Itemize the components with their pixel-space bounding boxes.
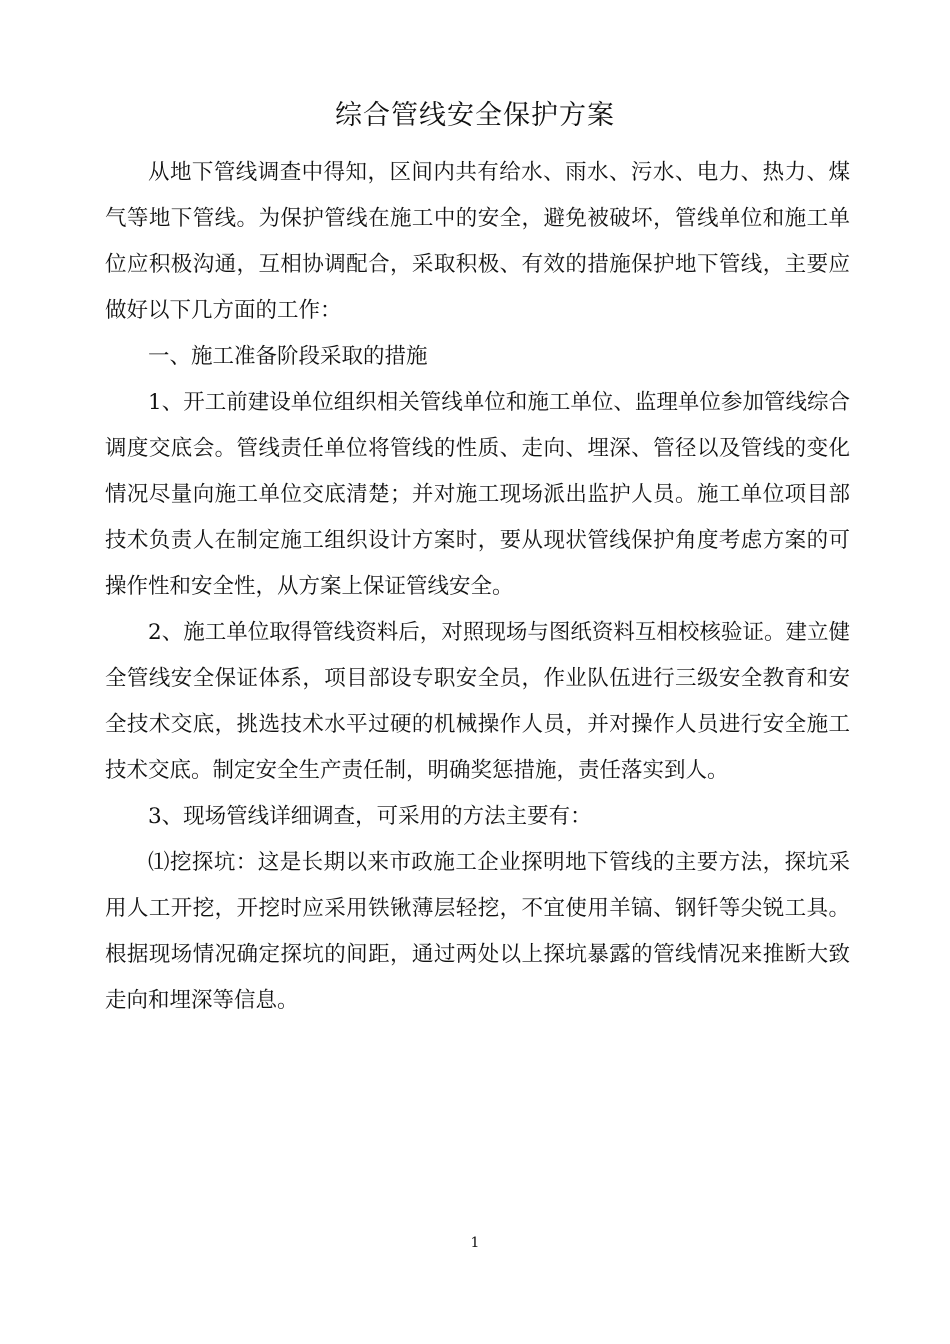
paragraph-item-1: 1、开工前建设单位组织相关管线单位和施工单位、监理单位参加管线综合调度交底会。管线责任单位将管线的性质、走向、埋深、管径以及管线的变化情况尽量向施工单位交底清楚；并对施工现场派出监护人员。施工单位项目部技术负责人在制定施工组织设计方案时，要从现状管线保护角度考虑方案的可操作性和安全性，从方案上保证管线安全。 [105,390,850,599]
page-number: 1 [470,1235,480,1251]
paragraph-subitem-1: ⑴挖探坑：这是长期以来市政施工企业探明地下管线的主要方法，探坑采用人工开挖，开挖时应采用铁锹薄层轻挖，不宜使用羊镐、钢钎等尖锐工具。根据现场情况确定探坑的间距，通过两处以上探坑暴露的管线情况来推断大致走向和埋深等信息。 [105,850,850,1013]
paragraph-item-2: 2、施工单位取得管线资料后，对照现场与图纸资料互相校核验证。建立健全管线安全保证体系，项目部设专职安全员，作业队伍进行三级安全教育和安全技术交底，挑选技术水平过硬的机械操作人员，并对操作人员进行安全施工技术交底。制定安全生产责任制，明确奖惩措施，责任落实到人。 [105,620,850,783]
document-title: 综合管线安全保护方案 [335,100,615,131]
paragraph-intro: 从地下管线调查中得知，区间内共有给水、雨水、污水、电力、热力、煤气等地下管线。为保护管线在施工中的安全，避免被破坏，管线单位和施工单位应积极沟通，互相协调配合，采取积极、有效的措施保护地下管线，主要应做好以下几方面的工作： [105,160,850,323]
document-body [105,150,850,1024]
section-heading-1: 一、施工准备阶段采取的措施 [148,344,428,369]
paragraph-item-3: 3、现场管线详细调查，可采用的方法主要有： [148,804,592,829]
